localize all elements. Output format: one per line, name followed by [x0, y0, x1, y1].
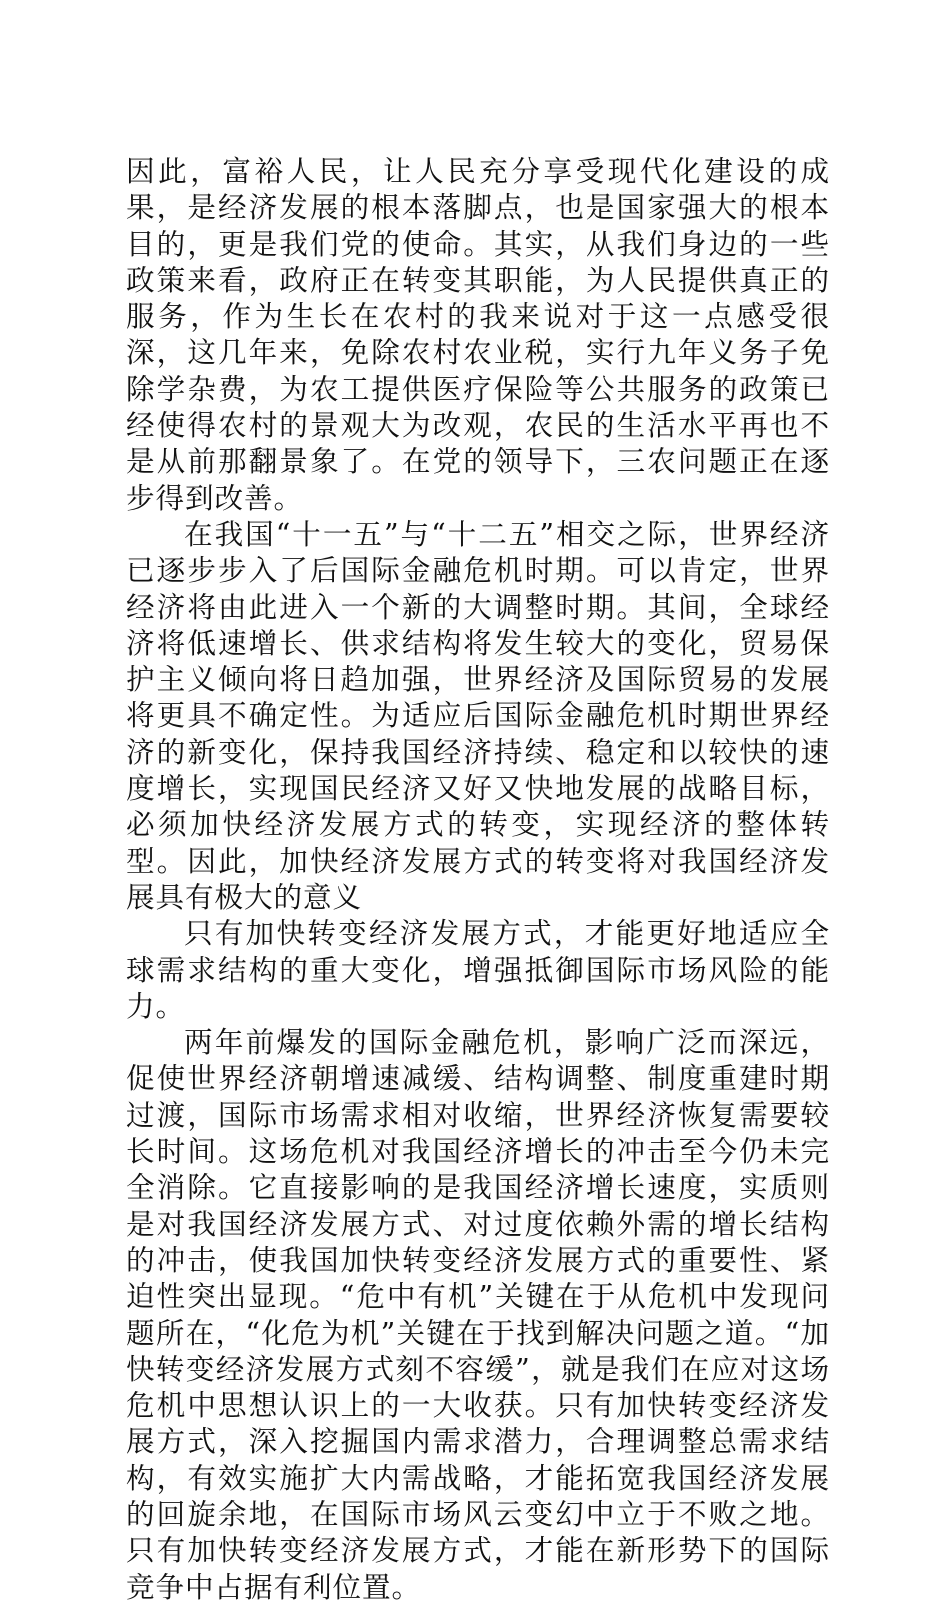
paragraph-2: 在我国“十一五”与“十二五”相交之际，世界经济已逐步步入了后国际金融危机时期。可以肯定，世界经济将由此进入一个新的大调整时期。其间，全球经济将低速增长、供求结构将发生较大的变化，贸易保护主义倾向将日趋加强，世界经济及国际贸易的发展将更具不确定性。为适应后国际金融危机时期世界经济的新变化，保持我国经济持续、稳定和以较快的速度增长，实现国民经济又好又快地发展的战略目标，必须加快经济发展方式的转变，实现经济的整体转型。因此，加快经济发展方式的转变将对我国经济发展具有极大的意义	[126, 516, 830, 914]
paragraph-1: 因此，富裕人民，让人民充分享受现代化建设的成果，是经济发展的根本落脚点，也是国家强大的根本目的，更是我们党的使命。其实，从我们身边的一些政策来看，政府正在转变其职能，为人民提供真正的服务，作为生长在农村的我来说对于这一点感受很深，这几年来，免除农村农业税，实行九年义务子免除学杂费，为农工提供医疗保险等公共服务的政策已经使得农村的景观大为改观，农民的生活水平再也不是从前那翻景象了。在党的领导下，三农问题正在逐步得到改善。	[126, 154, 830, 515]
paragraph-4: 两年前爆发的国际金融危机，影响广泛而深远，促使世界经济朝增速减缓、结构调整、制度重建时期过渡，国际市场需求相对收缩，世界经济恢复需要较长时间。这场危机对我国经济增长的冲击至今仍未完全消除。它直接影响的是我国经济增长速度，实质则是对我国经济发展方式、对过度依赖外需的增长结构的冲击，使我国加快转变经济发展方式的重要性、紧迫性突出显现。“危中有机”关键在于从危机中发现问题所在，“化危为机”关键在于找到解决问题之道。“加快转变经济发展方式刻不容缓”，就是我们在应对这场危机中思想认识上的一大收获。只有加快转变经济发展方式，深入挖掘国内需求潜力，合理调整总需求结构，有效实施扩大内需战略，才能拓宽我国经济发展的回旋余地，在国际市场风云变幻中立于不败之地。只有加快转变经济发展方式，才能在新形势下的国际竞争中占据有利位置。	[126, 1025, 830, 1604]
paragraph-3: 只有加快转变经济发展方式，才能更好地适应全球需求结构的重大变化，增强抵御国际市场风险的能力。	[126, 916, 830, 1023]
document-page	[126, 153, 830, 1605]
